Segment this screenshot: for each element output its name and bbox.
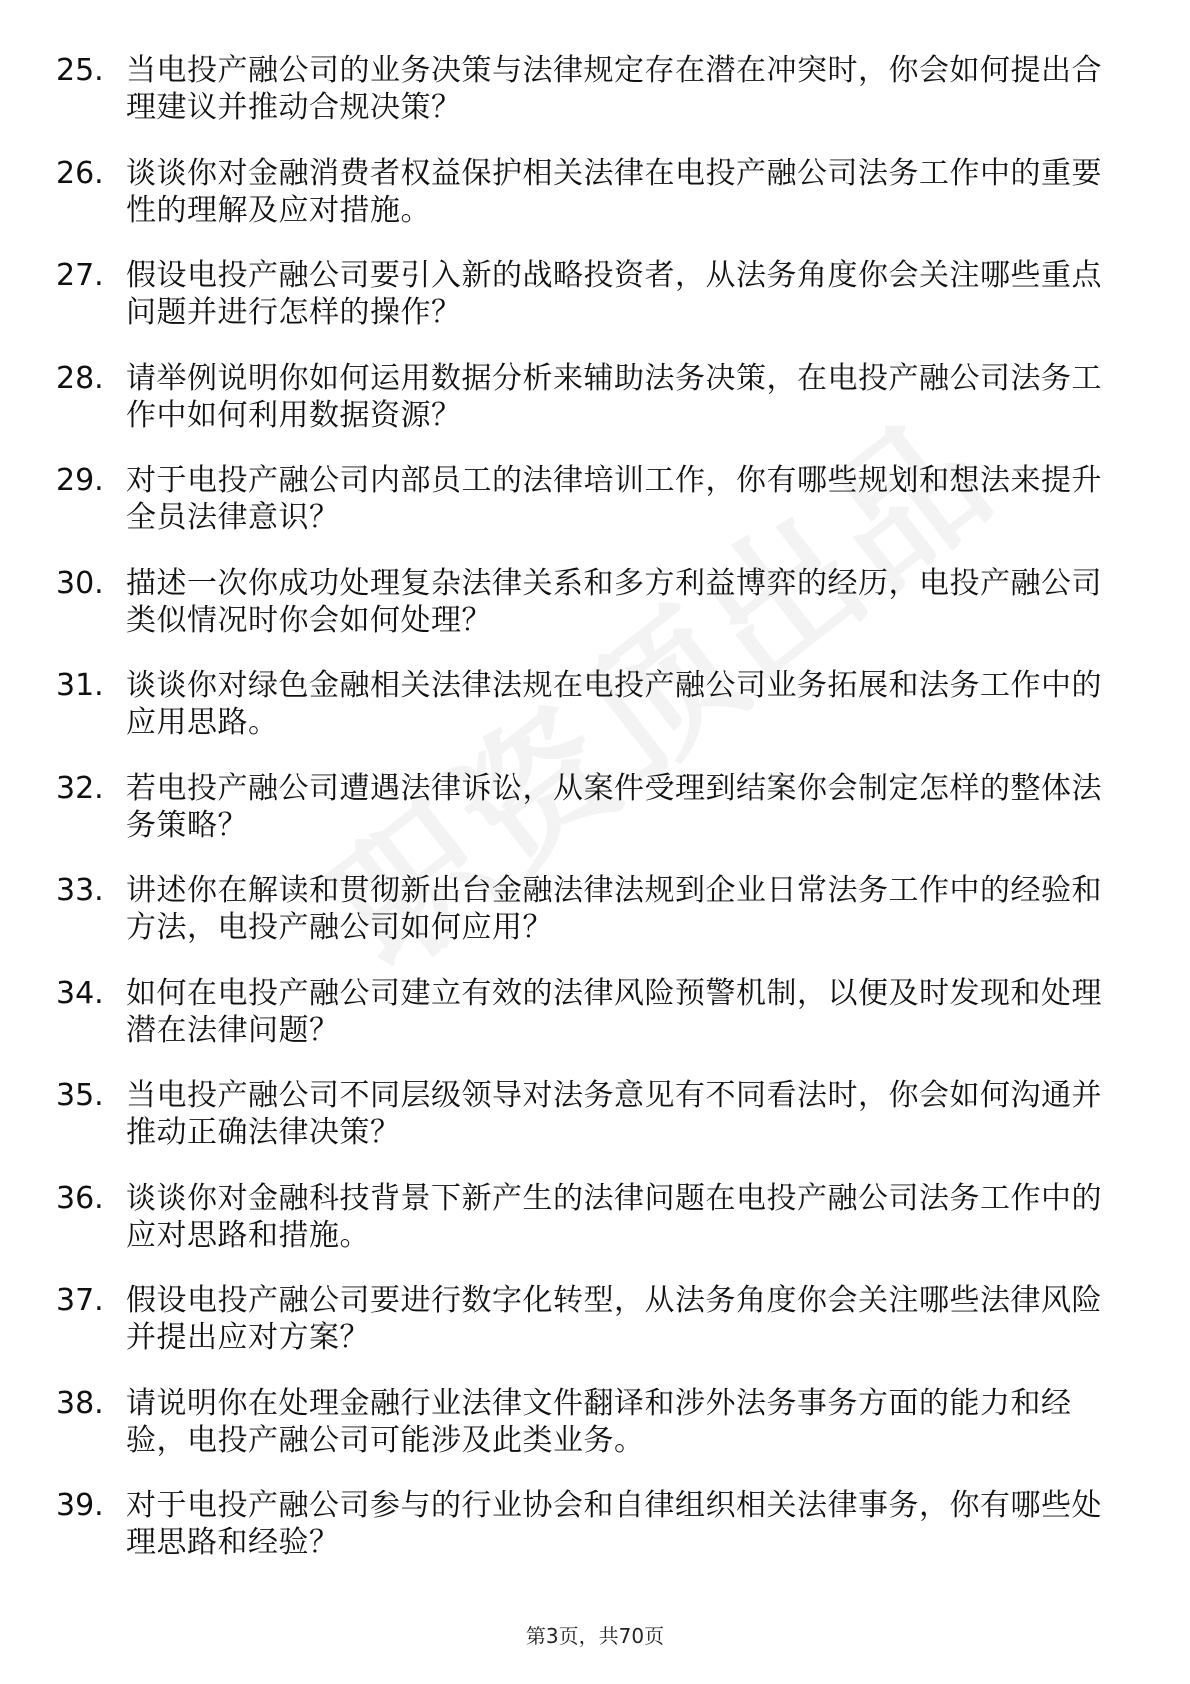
question-text: 如何在电投产融公司建立有效的法律风险预警机制，以便及时发现和处理潜在法律问题？ (126, 975, 1102, 1048)
question-text: 假设电投产融公司要引入新的战略投资者，从法务角度你会关注哪些重点问题并进行怎样的操作？ (126, 258, 1102, 330)
question-text: 谈谈你对绿色金融相关法律法规在电投产融公司业务拓展和法务工作中的应用思路。 (126, 668, 1102, 740)
question-item-31 (56, 667, 1116, 741)
question-list (56, 52, 1116, 1590)
question-item-33 (56, 872, 1116, 946)
question-number: 25. (56, 53, 104, 88)
question-text: 若电投产融公司遭遇法律诉讼，从案件受理到结案你会制定怎样的整体法务策略？ (126, 770, 1102, 843)
question-number: 31. (56, 668, 104, 703)
question-text: 当电投产融公司不同层级领导对法务意见有不同看法时，你会如何沟通并推动正确法律决策？ (126, 1078, 1102, 1150)
question-text: 请举例说明你如何运用数据分析来辅助法务决策，在电投产融公司法务工作中如何利用数据资源？ (126, 360, 1102, 433)
question-number: 34. (56, 975, 104, 1011)
question-item-30 (56, 565, 1116, 639)
question-number: 39. (56, 1488, 104, 1523)
question-text: 对于电投产融公司参与的行业协会和自律组织相关法律事务，你有哪些处理思路和经验？ (126, 1488, 1102, 1560)
question-text: 假设电投产融公司要进行数字化转型，从法务角度你会关注哪些法律风险并提出应对方案？ (126, 1283, 1102, 1355)
question-text: 请说明你在处理金融行业法律文件翻译和涉外法务事务方面的能力和经验，电投产融公司可能涉及此类业务。 (126, 1385, 1072, 1458)
question-number: 32. (56, 770, 104, 806)
question-item-36 (56, 1180, 1116, 1254)
question-text: 描述一次你成功处理复杂法律关系和多方利益博弈的经历，电投产融公司类似情况时你会如何处理？ (126, 565, 1102, 638)
question-item-29 (56, 462, 1116, 536)
question-item-27 (56, 257, 1116, 331)
question-item-38 (56, 1385, 1116, 1459)
question-item-25 (56, 52, 1116, 126)
page-indicator: 第3页，共70页 (525, 1624, 665, 1648)
question-number: 38. (56, 1385, 104, 1421)
question-number: 28. (56, 360, 104, 396)
question-number: 26. (56, 155, 104, 191)
question-number: 36. (56, 1180, 104, 1216)
question-number: 29. (56, 463, 104, 498)
question-item-32 (56, 770, 1116, 844)
question-number: 30. (56, 565, 104, 601)
page-footer (0, 1620, 1190, 1649)
question-text: 讲述你在解读和贯彻新出台金融法律法规到企业日常法务工作中的经验和方法，电投产融公司如何应用？ (126, 873, 1102, 945)
question-number: 27. (56, 258, 104, 293)
question-item-39 (56, 1487, 1116, 1561)
question-number: 33. (56, 873, 104, 908)
question-item-28 (56, 360, 1116, 434)
question-text: 对于电投产融公司内部员工的法律培训工作，你有哪些规划和想法来提升全员法律意识？ (126, 463, 1102, 535)
question-item-34 (56, 975, 1116, 1049)
question-number: 35. (56, 1078, 104, 1113)
question-text: 谈谈你对金融科技背景下新产生的法律问题在电投产融公司法务工作中的应对思路和措施。 (126, 1180, 1102, 1253)
question-item-37 (56, 1282, 1116, 1356)
question-text: 当电投产融公司的业务决策与法律规定存在潜在冲突时，你会如何提出合理建议并推动合规决策？ (126, 53, 1102, 125)
question-item-35 (56, 1077, 1116, 1151)
question-text: 谈谈你对金融消费者权益保护相关法律在电投产融公司法务工作中的重要性的理解及应对措施。 (126, 155, 1102, 228)
question-number: 37. (56, 1283, 104, 1318)
question-item-26 (56, 155, 1116, 229)
